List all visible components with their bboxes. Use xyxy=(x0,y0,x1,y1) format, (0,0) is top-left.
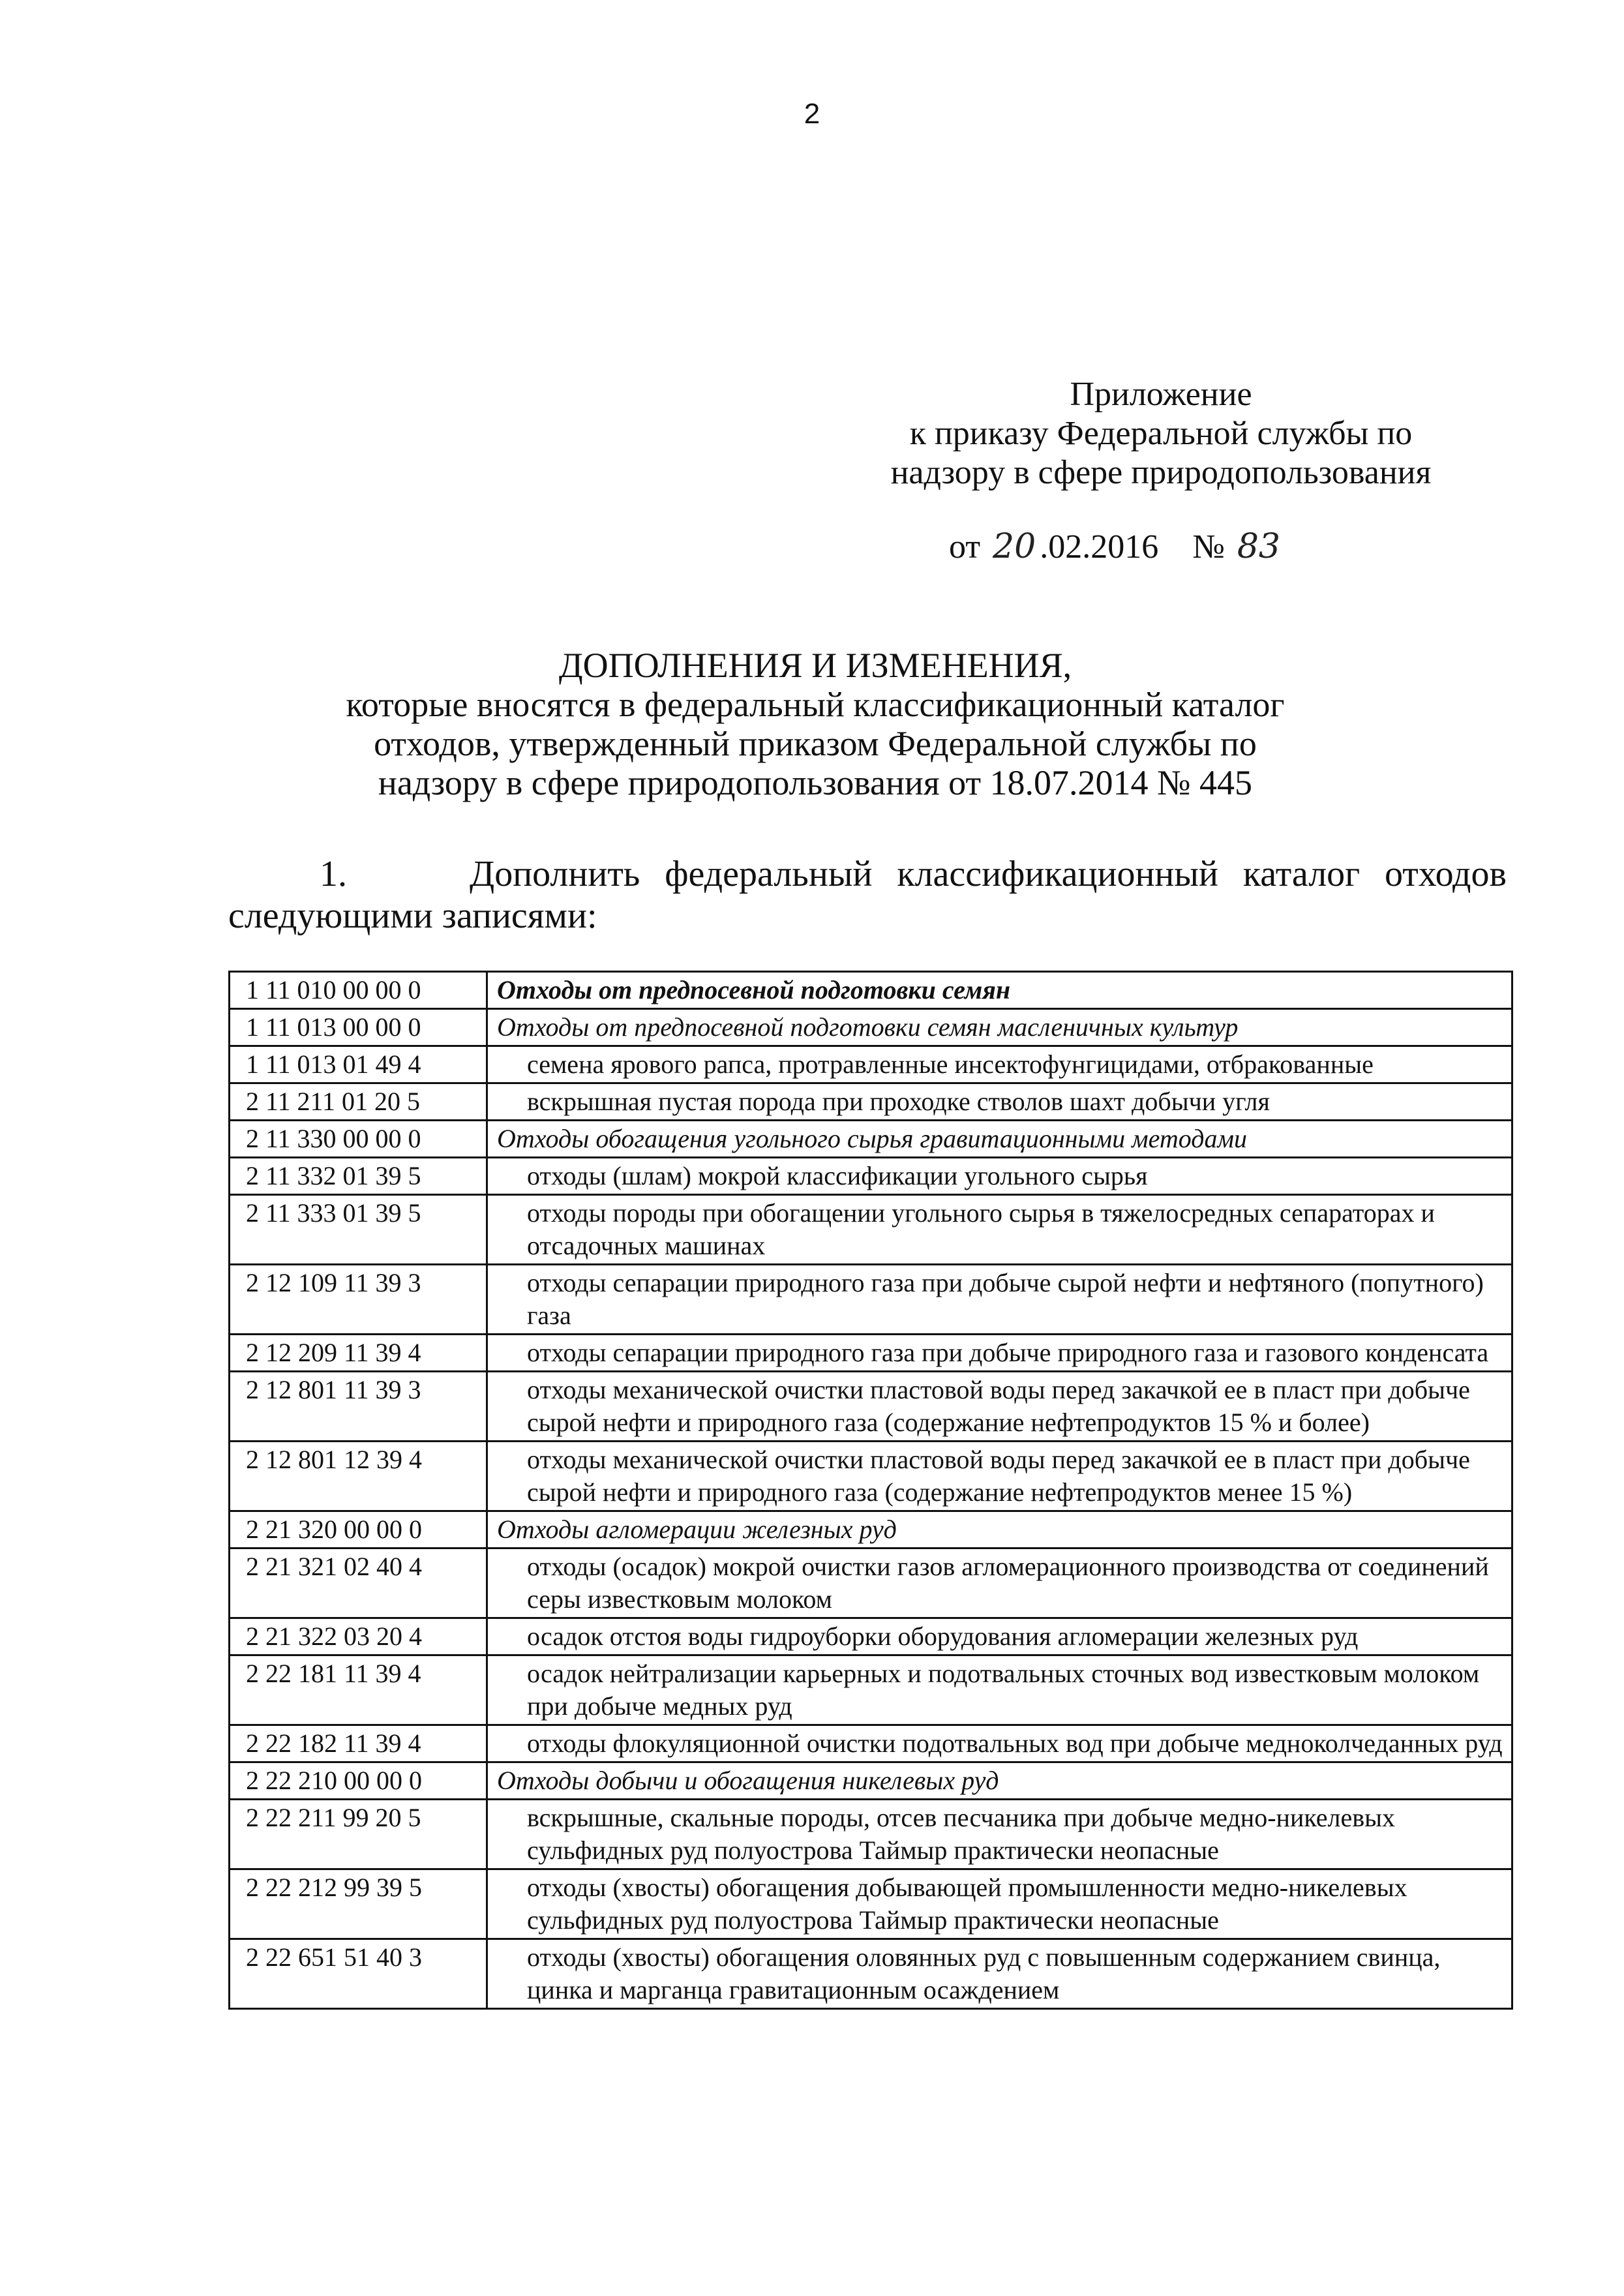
waste-description-cell: вскрышная пустая порода при проходке стволов шахт добычи угля xyxy=(487,1083,1512,1121)
table-row xyxy=(230,1195,1512,1265)
paragraph-number: 1. xyxy=(320,854,347,894)
title-line-2: которые вносятся в федеральный классификационный каталог xyxy=(346,685,1285,724)
waste-code-cell: 2 22 181 11 39 4 xyxy=(230,1655,487,1725)
waste-code-cell: 2 11 211 01 20 5 xyxy=(230,1083,487,1121)
table-row xyxy=(230,1121,1512,1158)
paragraph-text xyxy=(470,853,1507,895)
table-row xyxy=(230,1158,1512,1195)
title-line-3: отходов, утвержденный приказом Федеральной службы по xyxy=(374,724,1257,763)
waste-code-cell: 2 22 211 99 20 5 xyxy=(230,1800,487,1869)
table-row xyxy=(230,1372,1512,1442)
waste-description-cell: отходы сепарации природного газа при добыче природного газа и газового конденсата xyxy=(487,1335,1512,1372)
waste-code-cell: 2 21 320 00 00 0 xyxy=(230,1511,487,1548)
waste-code-cell: 2 11 332 01 39 5 xyxy=(230,1158,487,1195)
waste-description-cell: отходы (хвосты) обогащения оловянных руд с повышенным содержанием свинца, цинка и марганца гравитационным осаждением xyxy=(487,1939,1512,2009)
waste-description-cell: осадок нейтрализации карьерных и подотвальных сточных вод известковым молоком при добыче медных руд xyxy=(487,1655,1512,1725)
waste-description-cell: отходы сепарации природного газа при добыче сырой нефти и нефтяного (попутного) газа xyxy=(487,1265,1512,1335)
table-row xyxy=(230,972,1512,1009)
table-row xyxy=(230,1618,1512,1655)
waste-description-cell: отходы механической очистки пластовой воды перед закачкой ее в пласт при добыче сырой нефти и природного газа (содержание нефтепродуктов менее 15 %) xyxy=(487,1442,1512,1511)
waste-code-cell: 2 21 321 02 40 4 xyxy=(230,1548,487,1618)
waste-description-cell: Отходы обогащения угольного сырья гравитационными методами xyxy=(487,1121,1512,1158)
waste-code-cell: 2 22 651 51 40 3 xyxy=(230,1939,487,2009)
order-prefix: от xyxy=(949,528,981,566)
waste-description-cell: отходы (шлам) мокрой классификации угольного сырья xyxy=(487,1158,1512,1195)
waste-description-cell: Отходы агломерации железных руд xyxy=(487,1511,1512,1548)
waste-description-cell: осадок отстоя воды гидроуборки оборудования агломерации железных руд xyxy=(487,1618,1512,1655)
table-row xyxy=(230,1800,1512,1869)
waste-code-cell: 2 12 109 11 39 3 xyxy=(230,1265,487,1335)
document-title xyxy=(163,646,1467,802)
table-row xyxy=(230,1725,1512,1762)
waste-description-cell: отходы (осадок) мокрой очистки газов агломерационного производства от соединений серы известковым молоком xyxy=(487,1548,1512,1618)
appendix-header xyxy=(841,375,1481,492)
table-row xyxy=(230,1762,1512,1800)
table-row xyxy=(230,1869,1512,1939)
waste-code-cell: 2 21 322 03 20 4 xyxy=(230,1618,487,1655)
paragraph-word: каталог xyxy=(1242,854,1361,894)
table-row xyxy=(230,1548,1512,1618)
table-row xyxy=(230,1511,1512,1548)
table-row xyxy=(230,1083,1512,1121)
appendix-line-3: надзору в сфере природопользования xyxy=(890,454,1432,491)
waste-code-cell: 1 11 013 01 49 4 xyxy=(230,1046,487,1083)
waste-code-cell: 1 11 013 00 00 0 xyxy=(230,1009,487,1046)
waste-code-cell: 2 12 801 12 39 4 xyxy=(230,1442,487,1511)
handwritten-day: 20 xyxy=(993,527,1036,566)
appendix-line-2: к приказу Федеральной службы по xyxy=(909,415,1413,452)
order-date-line xyxy=(949,527,1284,567)
waste-description-cell: отходы (хвосты) обогащения добывающей промышленности медно-никелевых сульфидных руд полуострова Таймыр практически неопасные xyxy=(487,1869,1512,1939)
table-row xyxy=(230,1046,1512,1083)
waste-code-cell: 2 12 801 11 39 3 xyxy=(230,1372,487,1442)
paragraph-first-line xyxy=(228,853,1507,895)
waste-code-cell: 2 11 333 01 39 5 xyxy=(230,1195,487,1265)
table-row xyxy=(230,1265,1512,1335)
number-sign: № xyxy=(1192,528,1225,566)
waste-description-cell: Отходы от предпосевной подготовки семян масленичных культур xyxy=(487,1009,1512,1046)
table-row xyxy=(230,1939,1512,2009)
paragraph-word: федеральный xyxy=(665,854,873,894)
page-number: 2 xyxy=(804,98,820,130)
waste-description-cell: отходы флокуляционной очистки подотвальных вод при добыче медноколчеданных руд xyxy=(487,1725,1512,1762)
waste-code-cell: 1 11 010 00 00 0 xyxy=(230,972,487,1009)
paragraph-word: классификационный xyxy=(897,854,1218,894)
order-date: .02.2016 xyxy=(1040,528,1159,566)
table-row xyxy=(230,1442,1512,1511)
title-line-4: надзору в сфере природопользования от 18.07.2014 № 445 xyxy=(378,763,1253,802)
waste-description-cell: Отходы от предпосевной подготовки семян xyxy=(487,972,1512,1009)
title-heading: ДОПОЛНЕНИЯ И ИЗМЕНЕНИЯ, xyxy=(558,646,1072,685)
waste-code-cell: 2 22 212 99 39 5 xyxy=(230,1869,487,1939)
waste-code-cell: 2 11 330 00 00 0 xyxy=(230,1121,487,1158)
table-body xyxy=(230,972,1512,2009)
paragraph-word: отходов xyxy=(1385,854,1507,894)
waste-code-cell: 2 22 182 11 39 4 xyxy=(230,1725,487,1762)
waste-description-cell: отходы механической очистки пластовой воды перед закачкой ее в пласт при добыче сырой нефти и природного газа (содержание нефтепродуктов 15 % и более) xyxy=(487,1372,1512,1442)
handwritten-number: 83 xyxy=(1237,527,1281,566)
waste-description-cell: семена ярового рапса, протравленные инсектофунгицидами, отбракованные xyxy=(487,1046,1512,1083)
table-row xyxy=(230,1655,1512,1725)
paragraph-1 xyxy=(228,853,1507,937)
table-row xyxy=(230,1335,1512,1372)
waste-description-cell: отходы породы при обогащении угольного сырья в тяжелосредных сепараторах и отсадочных машинах xyxy=(487,1195,1512,1265)
table-row xyxy=(230,1009,1512,1046)
waste-catalog-table xyxy=(228,971,1513,2010)
waste-code-cell: 2 12 209 11 39 4 xyxy=(230,1335,487,1372)
waste-description-cell: вскрышные, скальные породы, отсев песчаника при добыче медно-никелевых сульфидных руд полуострова Таймыр практически неопасные xyxy=(487,1800,1512,1869)
paragraph-word: Дополнить xyxy=(470,854,640,894)
paragraph-continuation: следующими записями: xyxy=(228,896,597,936)
waste-description-cell: Отходы добычи и обогащения никелевых руд xyxy=(487,1762,1512,1800)
waste-code-cell: 2 22 210 00 00 0 xyxy=(230,1762,487,1800)
appendix-title: Приложение xyxy=(1070,376,1252,413)
